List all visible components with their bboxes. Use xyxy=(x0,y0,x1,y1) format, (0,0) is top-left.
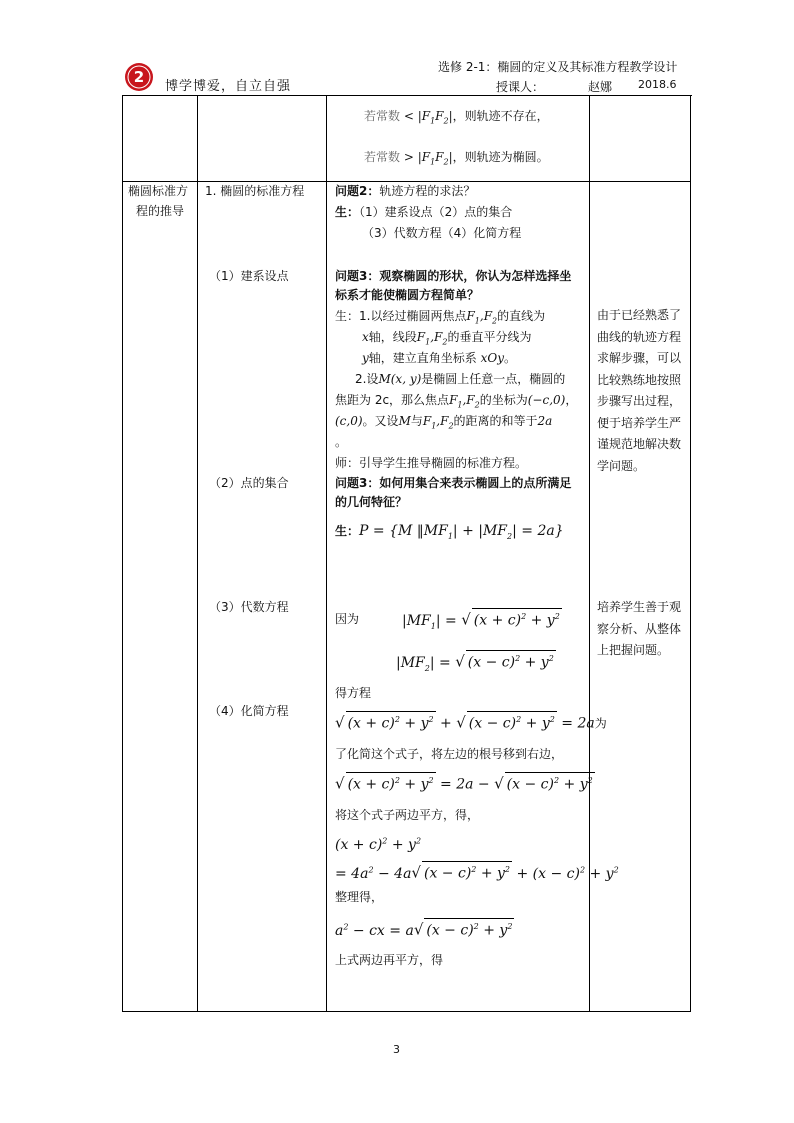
document-date: 2018.6 xyxy=(638,78,677,91)
equation-2: √ $(x + c)^2 + y^2 = 2a$ − √ $(x - c)^2 + y^2$ xyxy=(335,772,595,793)
document-title: 选修 2-1：椭圆的定义及其标准方程教学设计 xyxy=(438,60,678,74)
table-border xyxy=(122,96,123,1012)
page-number: 3 xyxy=(393,1043,400,1056)
table-border xyxy=(690,96,691,1012)
condition-line-2: 若常数 > $|F_1F_2|$，则轨迹为椭圆。 xyxy=(364,150,549,167)
note-line: 步骤写出过程， xyxy=(597,394,682,408)
note-line: 学问题。 xyxy=(597,458,646,473)
row-divider xyxy=(122,181,691,182)
step-item: （4）化简方程 xyxy=(209,704,289,718)
question-3b: 的几何特征？ xyxy=(335,495,408,509)
school-motto: 博学博爱，自立自强 xyxy=(165,79,292,94)
formula-mf1: $|MF_1|$ = √ $(x + c)^2 + y^2$ xyxy=(402,608,562,634)
note-line: 培养学生善于观 xyxy=(597,600,682,614)
table-border xyxy=(122,1011,691,1012)
equation-4: $a^2$ − cx = a√ $(x - c)^2 + y^2$ xyxy=(335,918,514,939)
section-title: 椭圆标准方 xyxy=(128,184,189,198)
answer-line: 。 xyxy=(335,435,348,449)
note-line: 比较熟练地按照 xyxy=(597,372,682,387)
equation-3a: $(x + c)^2 + y^2$ xyxy=(335,836,422,853)
section-title: 程的推导 xyxy=(136,204,185,218)
note-line: 求解步骤，可以 xyxy=(597,351,682,365)
note-line: 察分析、从整体 xyxy=(597,621,682,636)
column-divider xyxy=(197,96,198,1012)
answer-line: 焦距为 2c，那么焦点$F_1,F_2$的坐标为(−c,0)， xyxy=(335,393,578,410)
answer-line: 2.设M(x, y)是椭圆上任意一点，椭圆的 xyxy=(355,372,566,386)
set-formula: 生：P = {M $‖MF_1| + |MF_2| = 2a$} xyxy=(335,523,564,541)
answer-line: (c,0)。又设M与$F_1,F_2$的距离的和等于2a xyxy=(335,414,553,431)
answer-line: 生：1.以经过椭圆两焦点$F_1,F_2$的直线为 xyxy=(335,309,546,326)
teacher-name: 赵娜 xyxy=(588,80,613,94)
school-logo xyxy=(124,62,154,92)
student-answer: 生：（1）建系设点（2）点的集合 xyxy=(335,205,513,219)
note-line: 由于已经熟悉了 xyxy=(597,308,682,322)
svg-text:2: 2 xyxy=(133,68,145,86)
because-label: 因为 xyxy=(335,612,360,626)
column-divider xyxy=(326,96,327,1012)
text-line: 了化简这个式子，将左边的根号移到右边， xyxy=(335,747,564,761)
note-line: 便于培养学生严 xyxy=(597,415,682,430)
question-3b: 问题3：如何用集合来表示椭圆上的点所满足 xyxy=(335,476,572,490)
note-line: 谨规范地解决数 xyxy=(597,437,682,451)
equation-3b: = $4a^2 - 4a√$ $(x - c)^2 + y^2 + (x - c)^2 + y^2$ xyxy=(335,861,619,882)
note-line: 上把握问题。 xyxy=(597,643,670,657)
question-3: 标系才能使椭圆方程简单？ xyxy=(335,288,480,302)
note-line: 曲线的轨迹方程 xyxy=(597,329,682,344)
question-3: 问题3：观察椭圆的形状，你认为怎样选择坐 xyxy=(335,269,572,283)
step-item: （1）建系设点 xyxy=(209,269,289,283)
equation-1: √ $(x + c)^2 + y^2$ + √ $(x - c)^2 + y^2 = 2a$为 xyxy=(335,711,607,732)
answer-line: x轴，线段$F_1,F_2$的垂直平分线为 xyxy=(362,330,532,347)
formula-mf2: $|MF_2|$ = √ $(x - c)^2 + y^2$ xyxy=(396,650,556,676)
condition-line-1: 若常数 < $|F_1F_2|$，则轨迹不存在， xyxy=(364,109,549,126)
question-2: 问题2：轨迹方程的求法？ xyxy=(335,184,476,198)
text-line: 上式两边再平方，得 xyxy=(335,953,444,967)
teacher-label: 授课人： xyxy=(496,80,545,94)
answer-line: y轴，建立直角坐标系 xOy。 xyxy=(362,351,517,365)
teacher-note: 师：引导学生推导椭圆的标准方程。 xyxy=(335,456,528,470)
student-answer: （3）代数方程（4）化简方程 xyxy=(362,226,522,240)
text-line: 将这个式子两边平方，得， xyxy=(335,808,480,822)
step-item: 1. 椭圆的标准方程 xyxy=(205,184,305,198)
get-equation-label: 得方程 xyxy=(335,686,372,700)
step-item: （3）代数方程 xyxy=(209,600,289,614)
text-line: 整理得， xyxy=(335,890,384,904)
step-item: （2）点的集合 xyxy=(209,476,289,490)
